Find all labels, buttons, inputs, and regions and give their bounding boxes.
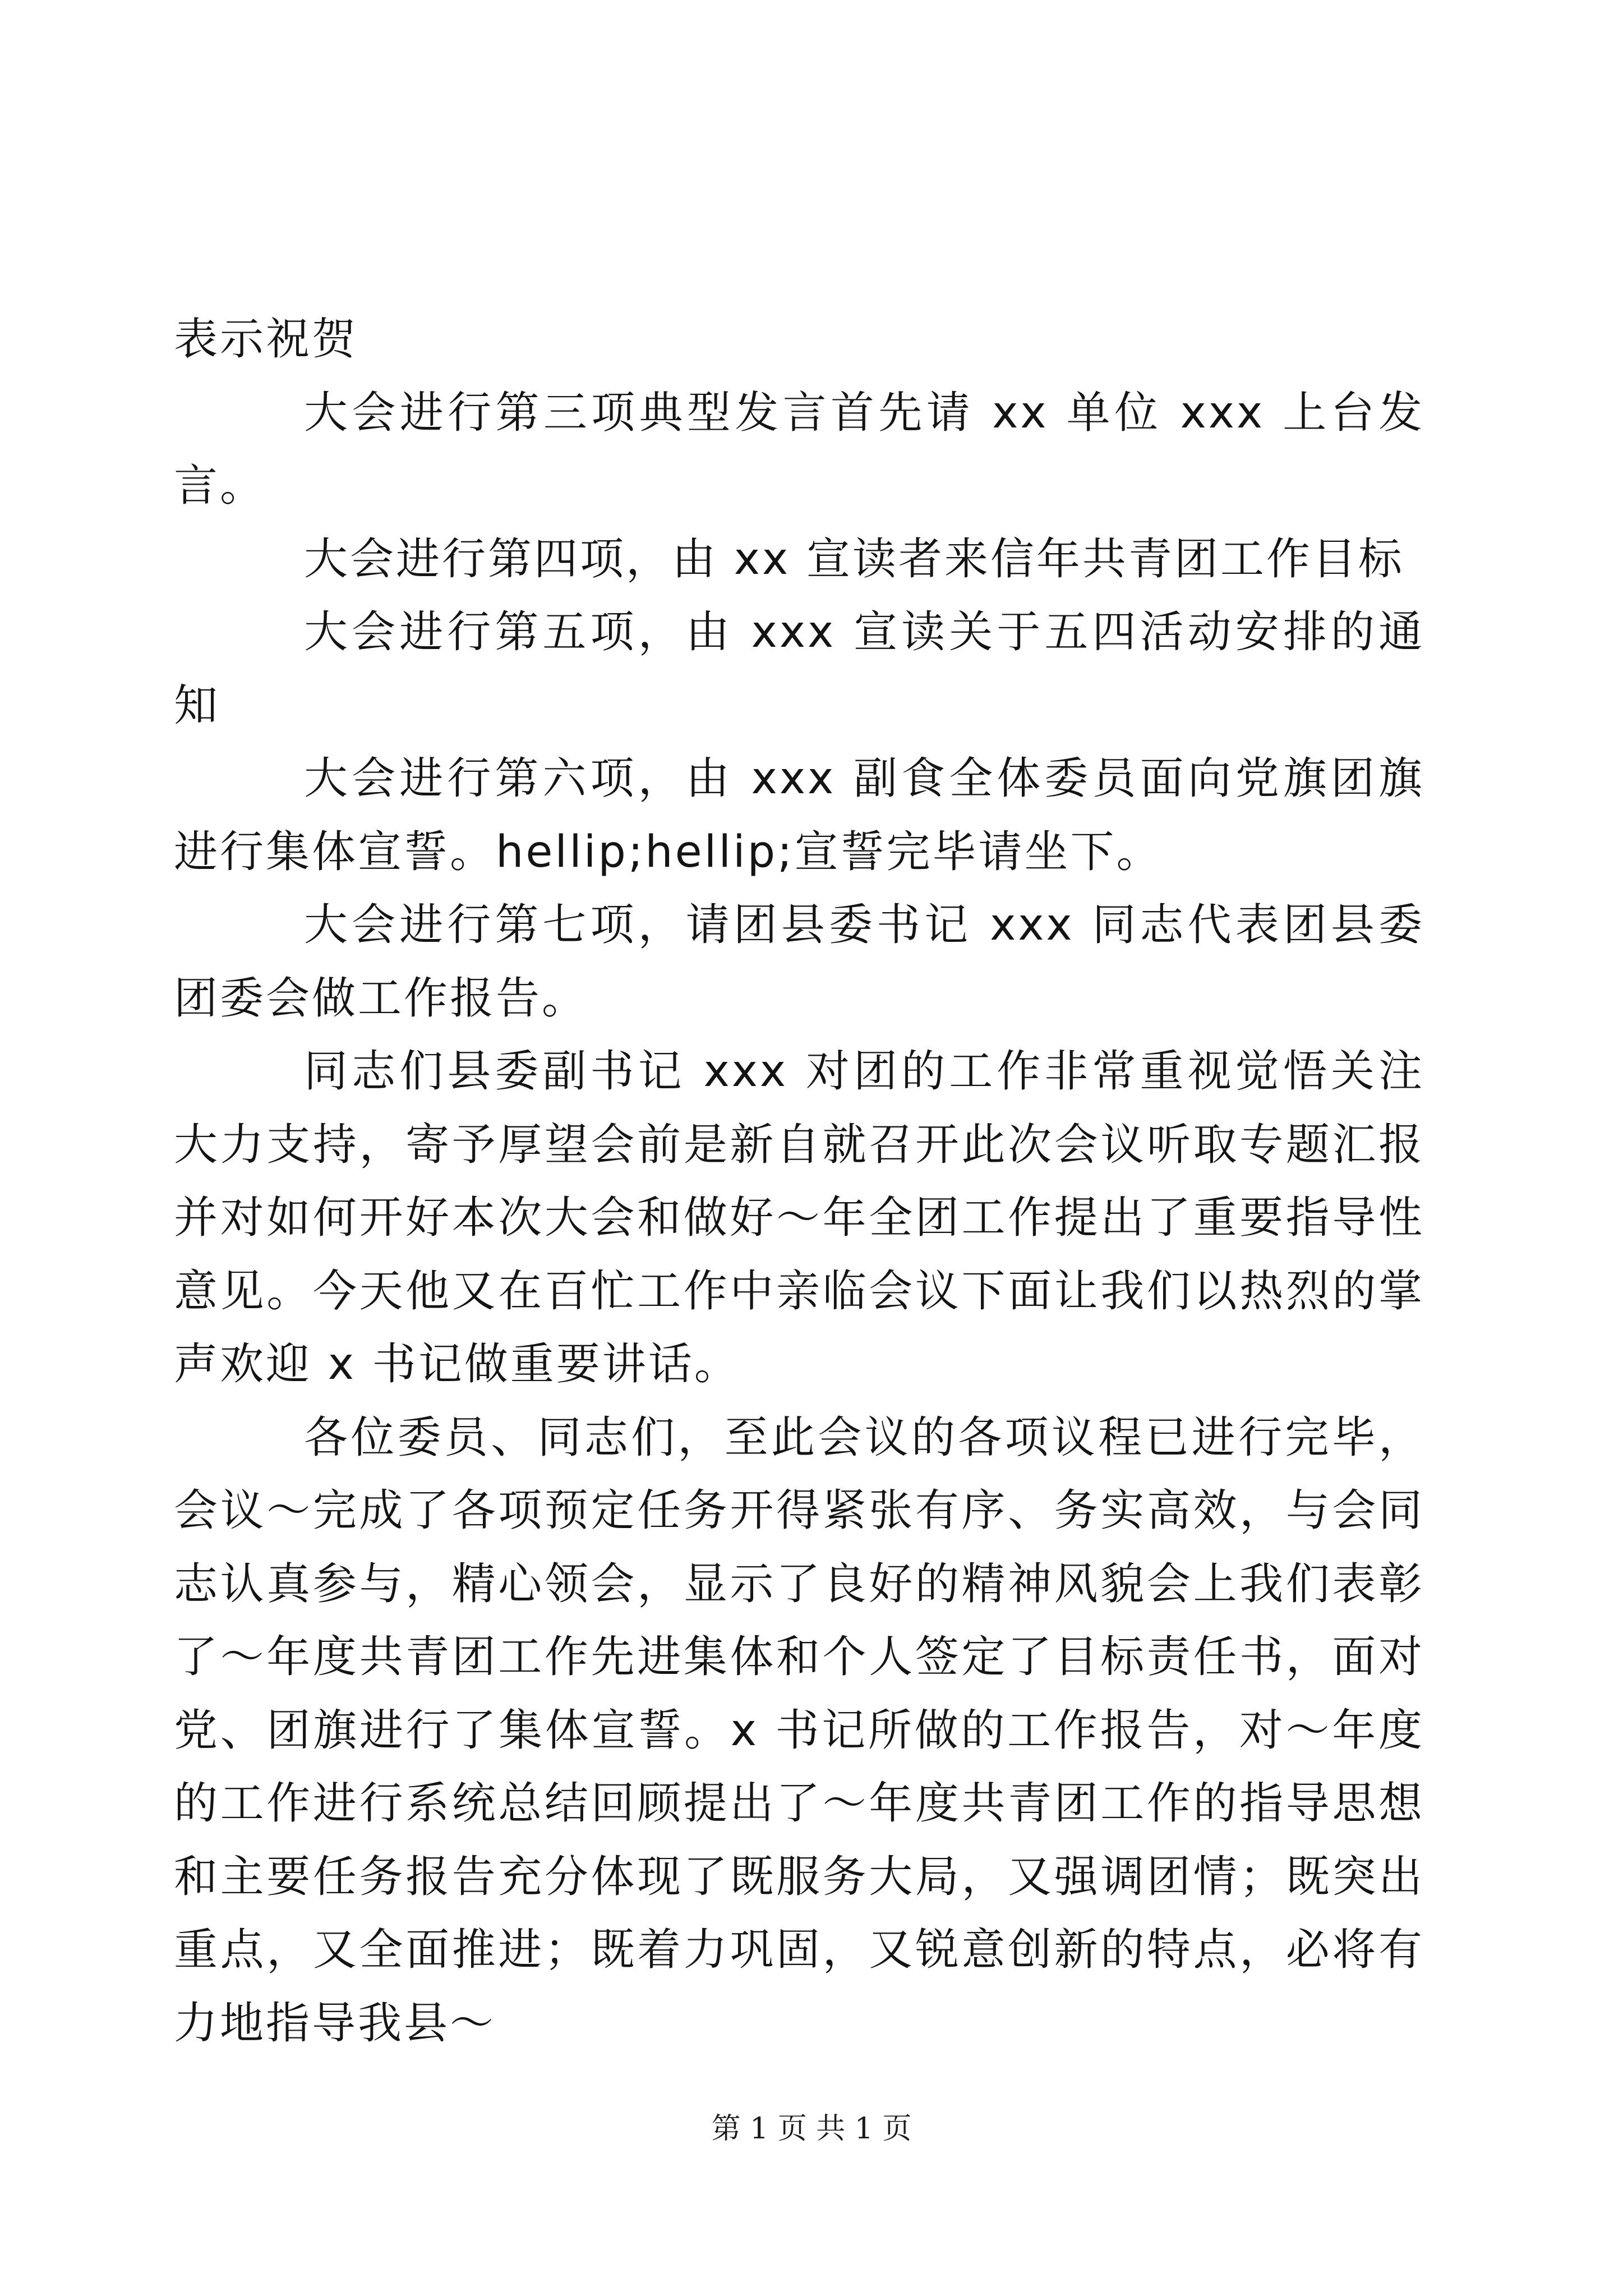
- paragraph-item-7: 大会进行第七项，请团县委书记 xxx 同志代表团县委团委会做工作报告。: [174, 900, 1424, 1024]
- paragraph-item-4: 大会进行第四项，由 xx 宣读者来信年共青团工作目标: [304, 533, 1404, 585]
- paragraph-item-6: 大会进行第六项，由 xxx 副食全体委员面向党旗团旗进行集体宣誓。hellip;hellip;宣誓完毕请坐下。: [174, 753, 1424, 877]
- document-body: [174, 303, 1424, 2060]
- paragraph-closing-summary: 各位委员、同志们，至此会议的各项议程已进行完毕，会议～完成了各项预定任务开得紧张有序、务实高效，与会同志认真参与，精心领会，显示了良好的精神风貌会上我们表彰了～年度共青团工作先进集体和个人签定了目标责任书，面对党、团旗进行了集体宣誓。x 书记所做的工作报告，对～年度的工作进行系统总结回顾提出了～年度共青团工作的指导思想和主要任务报告充分体现了既服务大局，又强调团情；既突出重点，又全面推进；既着力巩固，又锐意创新的特点，必将有力地指导我县～: [174, 1412, 1424, 2049]
- paragraph-continuation: 表示祝贺: [174, 314, 358, 365]
- page-footer: 第 1 页 共 1 页: [711, 2112, 912, 2146]
- paragraph-item-3: 大会进行第三项典型发言首先请 xx 单位 xxx 上台发言。: [174, 387, 1424, 511]
- paragraph-speech-intro: 同志们县委副书记 xxx 对团的工作非常重视觉悟关注大力支持，寄予厚望会前是新自就召开此次会议听取专题汇报并对如何开好本次大会和做好～年全团工作提出了重要指导性意见。今天他又在百忙工作中亲临会议下面让我们以热烈的掌声欢迎 x 书记做重要讲话。: [174, 1046, 1424, 1389]
- paragraph-item-5: 大会进行第五项，由 xxx 宣读关于五四活动安排的通知: [174, 607, 1424, 731]
